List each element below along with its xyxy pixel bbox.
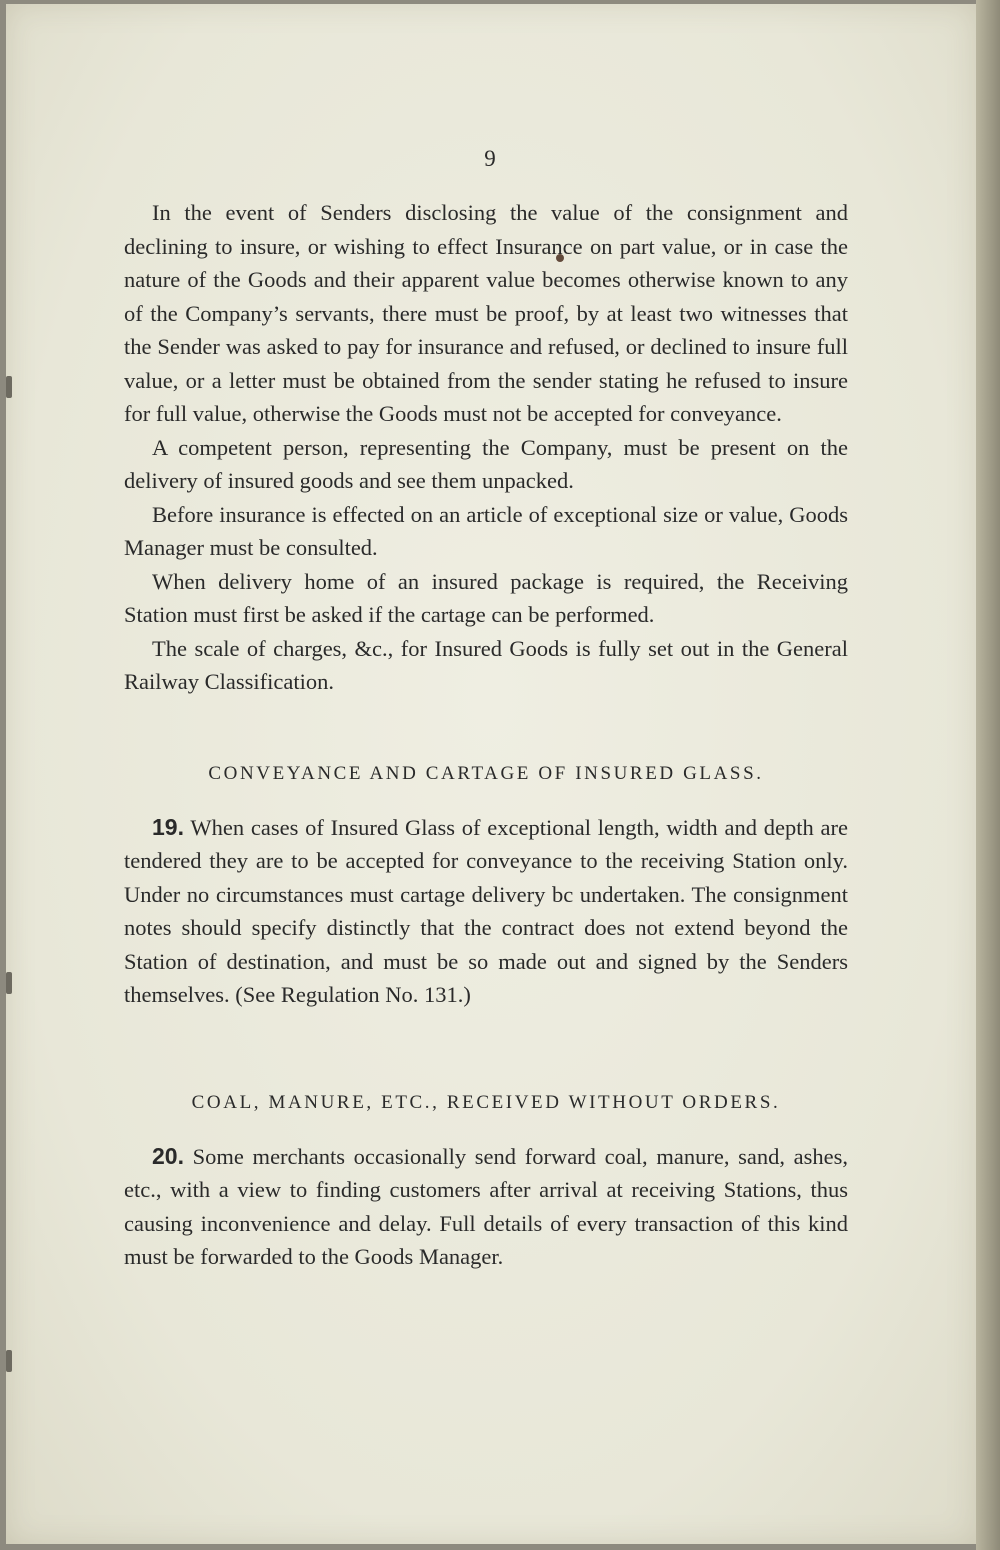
section-19-paragraph [124,811,848,1012]
page-edge-mark [6,972,12,994]
page-edge-mark [6,376,12,398]
intro-paragraph: The scale of charges, &c., for Insured Goods is fully set out in the General Railway Classification. [124,635,848,694]
intro-paragraph: Before insurance is effected on an article of exceptional size or value, Goods Manager must be consulted. [124,501,848,560]
book-spine-edge [976,0,1000,1550]
page-number: 9 [484,146,496,171]
section-20-number: 20. [152,1142,184,1169]
section-20-text: Some merchants occasionally send forward coal, manure, sand, ashes, etc., with a view to finding customers after arrival at receiving Stations, thus causing inconvenience and delay. Full details of every transaction of this kind must be forwarded to the Goods Manager. [124,1143,848,1269]
document-page [6,4,976,1544]
section-20-heading: COAL, MANURE, ETC., RECEIVED WITHOUT ORDERS. [191,1091,781,1113]
section-20-paragraph [124,1140,848,1274]
intro-paragraph: When delivery home of an insured package is required, the Receiving Station must first be asked if the cartage can be performed. [124,568,848,627]
intro-paragraph: A competent person, representing the Company, must be present on the delivery of insured goods and see them unpacked. [124,434,848,493]
section-19-text: When cases of Insured Glass of exceptional length, width and depth are tendered they are to be accepted for conveyance to the receiving Station only. Under no circumstances must cartage delivery bc undertaken. The consignment notes should specify distinctly that the contract does not extend beyond the Station of destination, and must be so made out and signed by the Senders themselves. (See Regulation No. 131.) [124,814,848,1007]
text-block [124,144,848,1274]
intro-paragraph: In the event of Senders disclosing the value of the consignment and declining to insure, or wishing to effect Insurance on part value, or in case the nature of the Goods and their apparent value becomes otherwise known to any of the Company’s servants, there must be proof, by at least two witnesses that the Sender was asked to pay for insurance and refused, or declined to insure full value, or a letter must be obtained from the sender stating he refused to insure for full value, otherwise the Goods must not be accepted for conveyance. [124,200,848,426]
section-19-number: 19. [152,813,184,840]
page-edge-mark [6,1350,12,1372]
section-19-heading: CONVEYANCE AND CARTAGE OF INSURED GLASS. [208,762,764,784]
